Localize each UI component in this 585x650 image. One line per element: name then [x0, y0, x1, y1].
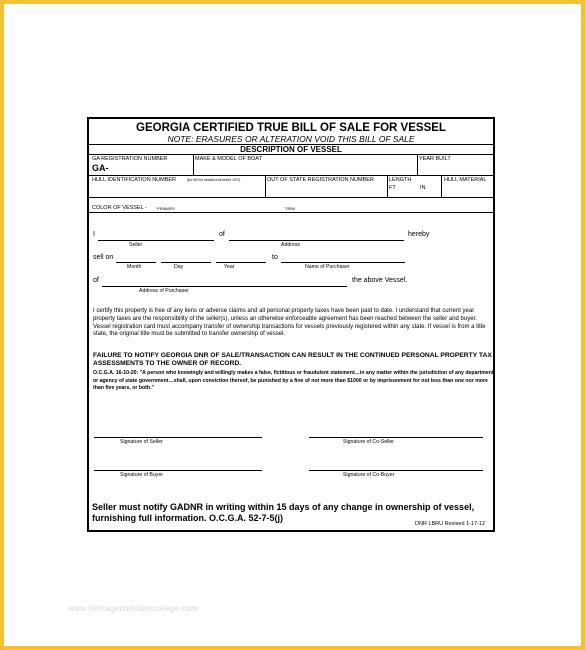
- year-line[interactable]: [216, 262, 266, 263]
- sale-sell-on: sell on: [93, 254, 114, 261]
- day-caption: Day: [174, 264, 184, 270]
- purchaser-address-line[interactable]: [102, 286, 347, 287]
- year-built-label: YEAR BUILT: [419, 156, 451, 162]
- divider: [89, 154, 493, 155]
- length-in: IN: [420, 185, 426, 191]
- seller-caption: Seller: [129, 242, 143, 248]
- color-primary: PRIMARY: [157, 206, 176, 211]
- color-trim: TRIM: [285, 206, 295, 211]
- bill-of-sale-form: [87, 117, 495, 532]
- co-seller-signature-line[interactable]: [309, 437, 483, 438]
- color-label: COLOR OF VESSEL -: [92, 205, 147, 211]
- divider: [89, 212, 493, 213]
- section-title: DESCRIPTION OF VESSEL: [240, 145, 342, 154]
- seller-signature-line[interactable]: [94, 437, 262, 438]
- co-buyer-signature-line[interactable]: [309, 470, 483, 471]
- hull-id-note: (No HIN for vessels built before 1972): [187, 178, 241, 182]
- warning-code: O.C.G.A. 16-10-20: "A person who knowingly and willingly makes a false, fictitious or fraudulent statement…in any matter within the jurisdiction of any department or agency of state government…shall, upon conviction thereof, be punished by a fine of not more than $1000 or by imprisonment for not less than one nor more than five years, or both.": [93, 370, 494, 392]
- divider: [387, 175, 388, 197]
- length-label: LENGTH: [389, 177, 412, 183]
- notify-notice: Seller must notify GADNR in writing within 15 days of any change in ownership of vessel, furnishing full information. O.C.G.A. 52-7-5(j): [92, 502, 475, 523]
- ga-registration-label: GA REGISTRATION NUMBER: [92, 156, 168, 162]
- watermark: www.heritagechristiancollege.com: [68, 604, 199, 613]
- day-line[interactable]: [161, 262, 211, 263]
- length-ft: FT: [389, 185, 396, 191]
- ga-registration-value[interactable]: GA-: [92, 163, 109, 173]
- out-of-state-label: OUT OF STATE REGISTRATION NUMBER: [267, 177, 374, 183]
- form-note: NOTE: ERASURES OR ALTERATION VOID THIS BILL OF SALE: [167, 134, 415, 144]
- sale-of: of: [219, 231, 225, 238]
- form-title: GEORGIA CERTIFIED TRUE BILL OF SALE FOR VESSEL: [136, 122, 446, 134]
- seller-signature-caption: Signature of Seller: [120, 439, 163, 445]
- make-model-label: MAKE & MODEL OF BOAT: [195, 156, 262, 162]
- divider: [89, 175, 493, 176]
- above-vessel: the above Vessel.: [352, 277, 408, 284]
- month-line[interactable]: [116, 262, 156, 263]
- revision-label: DNR LBRU Revised 1-17-12: [415, 521, 485, 527]
- purchaser-name-line[interactable]: [281, 262, 405, 263]
- sale-hereby: hereby: [408, 231, 430, 238]
- buyer-signature-line[interactable]: [94, 470, 262, 471]
- purchaser-address-caption: Address of Purchaser: [139, 288, 189, 294]
- hull-id-label: HULL IDENTIFICATION NUMBER: [92, 177, 177, 183]
- divider: [441, 175, 442, 197]
- divider: [89, 197, 493, 198]
- co-seller-signature-caption: Signature of Co-Seller: [343, 439, 395, 445]
- buyer-signature-caption: Signature of Buyer: [120, 472, 163, 478]
- certify-paragraph: I certify this property is free of any liens or adverse claims and all personal property taxes have been paid to date. I understand that current year property taxes are the responsibility of the seller(s), unless an otherwise enforceable agreement has been reached between the seller and buyer. Vessel registration card must accompany transfer of ownership transactions for vessels previously registered within any state. If vessel is from a title state, the original title must be submitted to transfer ownership of vessel.: [93, 308, 486, 338]
- month-caption: Month: [127, 264, 142, 270]
- hull-material-label: HULL MATERIAL: [444, 177, 487, 183]
- warning-heading: FAILURE TO NOTIFY GEORGIA DNR OF SALE/TRANSACTION CAN RESULT IN THE CONTINUED PERSONAL PROPERTY TAX ASSESSMENTS TO THE OWNER OF RECORD.: [93, 352, 492, 367]
- divider: [417, 154, 418, 175]
- year-caption: Year: [224, 264, 235, 270]
- divider: [265, 175, 266, 197]
- sale-i: I: [93, 231, 95, 238]
- address-caption: Address: [281, 242, 301, 248]
- sale-to: to: [272, 254, 278, 261]
- seller-name-line[interactable]: [98, 240, 214, 241]
- purchaser-caption: Name of Purchaser: [305, 264, 350, 270]
- co-buyer-signature-caption: Signature of Co-Buyer: [343, 472, 395, 478]
- seller-address-line[interactable]: [229, 240, 404, 241]
- divider: [193, 154, 194, 175]
- sale-of-2: of: [93, 277, 99, 284]
